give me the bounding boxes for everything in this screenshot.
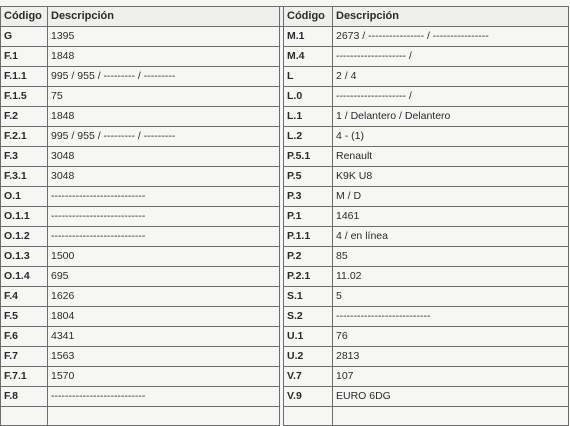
left-desc-cell: 1848 xyxy=(48,47,280,67)
left-code-cell: O.1.2 xyxy=(1,227,48,247)
right-desc-cell: K9K U8 xyxy=(333,167,569,187)
left-code-cell: O.1.1 xyxy=(1,207,48,227)
right-code-cell: V.7 xyxy=(284,367,333,387)
right-code-cell: P.2.1 xyxy=(284,267,333,287)
left-code-cell: O.1 xyxy=(1,187,48,207)
table-row xyxy=(1,67,569,87)
right-desc-cell: 1 / Delantero / Delantero xyxy=(333,107,569,127)
left-code-cell: F.3.1 xyxy=(1,167,48,187)
right-code-cell: U.1 xyxy=(284,327,333,347)
empty-cell xyxy=(333,407,569,426)
left-code-cell: O.1.3 xyxy=(1,247,48,267)
right-desc-cell: --------------------------- xyxy=(333,307,569,327)
table-row xyxy=(1,227,569,247)
right-code-cell: M.1 xyxy=(284,27,333,47)
right-code-cell: P.1 xyxy=(284,207,333,227)
left-code-cell: F.1.5 xyxy=(1,87,48,107)
left-code-cell: F.8 xyxy=(1,387,48,407)
right-desc-cell: 2 / 4 xyxy=(333,67,569,87)
right-code-cell: S.1 xyxy=(284,287,333,307)
table-row xyxy=(1,247,569,267)
table-row xyxy=(1,147,569,167)
right-desc-cell: 11.02 xyxy=(333,267,569,287)
left-code-cell: F.1 xyxy=(1,47,48,67)
right-code-cell: U.2 xyxy=(284,347,333,367)
right-desc-cell: 5 xyxy=(333,287,569,307)
right-desc-cell: EURO 6DG xyxy=(333,387,569,407)
left-desc-cell: --------------------------- xyxy=(48,387,280,407)
right-desc-cell: -------------------- / xyxy=(333,47,569,67)
header-code-right: Código xyxy=(284,7,333,27)
right-desc-cell: 76 xyxy=(333,327,569,347)
left-desc-cell: 1848 xyxy=(48,107,280,127)
empty-cell xyxy=(1,407,48,426)
right-code-cell: L.2 xyxy=(284,127,333,147)
right-code-cell: V.9 xyxy=(284,387,333,407)
left-desc-cell: 3048 xyxy=(48,147,280,167)
left-code-cell: F.3 xyxy=(1,147,48,167)
table-row xyxy=(1,367,569,387)
left-code-cell: F.2 xyxy=(1,107,48,127)
right-desc-cell: 107 xyxy=(333,367,569,387)
left-code-cell: F.5 xyxy=(1,307,48,327)
right-desc-cell: 85 xyxy=(333,247,569,267)
right-desc-cell: 4 - (1) xyxy=(333,127,569,147)
left-desc-cell: --------------------------- xyxy=(48,227,280,247)
left-desc-cell: 1626 xyxy=(48,287,280,307)
vehicle-code-table xyxy=(0,6,569,426)
header-desc-right: Descripción xyxy=(333,7,569,27)
table-row xyxy=(1,167,569,187)
left-code-cell: O.1.4 xyxy=(1,267,48,287)
right-code-cell: S.2 xyxy=(284,307,333,327)
left-desc-cell: 1395 xyxy=(48,27,280,47)
table-row xyxy=(1,287,569,307)
right-desc-cell: Renault xyxy=(333,147,569,167)
right-code-cell: L.1 xyxy=(284,107,333,127)
left-desc-cell: --------------------------- xyxy=(48,207,280,227)
table-row xyxy=(1,107,569,127)
right-code-cell: M.4 xyxy=(284,47,333,67)
table-body xyxy=(1,27,569,426)
table-row xyxy=(1,27,569,47)
right-desc-cell: -------------------- / xyxy=(333,87,569,107)
table-row xyxy=(1,387,569,407)
table-row xyxy=(1,307,569,327)
left-desc-cell: 695 xyxy=(48,267,280,287)
right-code-cell: L xyxy=(284,67,333,87)
left-code-cell: F.7 xyxy=(1,347,48,367)
table-row xyxy=(1,47,569,67)
left-code-cell: F.2.1 xyxy=(1,127,48,147)
right-code-cell: P.1.1 xyxy=(284,227,333,247)
left-code-cell: F.6 xyxy=(1,327,48,347)
header-desc-left: Descripción xyxy=(48,7,280,27)
table-row xyxy=(1,187,569,207)
left-code-cell: G xyxy=(1,27,48,47)
left-desc-cell: 995 / 955 / --------- / --------- xyxy=(48,67,280,87)
right-code-cell: P.2 xyxy=(284,247,333,267)
right-desc-cell: 2673 / ---------------- / ---------------- xyxy=(333,27,569,47)
header-code-left: Código xyxy=(1,7,48,27)
right-desc-cell: 4 / en línea xyxy=(333,227,569,247)
right-code-cell: L.0 xyxy=(284,87,333,107)
left-code-cell: F.1.1 xyxy=(1,67,48,87)
left-desc-cell: 995 / 955 / --------- / --------- xyxy=(48,127,280,147)
left-desc-cell: 4341 xyxy=(48,327,280,347)
table-row xyxy=(1,87,569,107)
right-desc-cell: 2813 xyxy=(333,347,569,367)
left-desc-cell: 1563 xyxy=(48,347,280,367)
table-row xyxy=(1,327,569,347)
right-code-cell: P.3 xyxy=(284,187,333,207)
left-code-cell: F.7.1 xyxy=(1,367,48,387)
right-desc-cell: M / D xyxy=(333,187,569,207)
left-code-cell: F.4 xyxy=(1,287,48,307)
table-header-row xyxy=(1,7,569,27)
right-code-cell: P.5.1 xyxy=(284,147,333,167)
table-row xyxy=(1,267,569,287)
empty-cell xyxy=(48,407,280,426)
left-desc-cell: 75 xyxy=(48,87,280,107)
table-row xyxy=(1,207,569,227)
left-desc-cell: --------------------------- xyxy=(48,187,280,207)
left-desc-cell: 3048 xyxy=(48,167,280,187)
left-desc-cell: 1804 xyxy=(48,307,280,327)
left-desc-cell: 1570 xyxy=(48,367,280,387)
empty-cell xyxy=(284,407,333,426)
right-code-cell: P.5 xyxy=(284,167,333,187)
left-desc-cell: 1500 xyxy=(48,247,280,267)
right-desc-cell: 1461 xyxy=(333,207,569,227)
table-row xyxy=(1,127,569,147)
table-row xyxy=(1,347,569,367)
empty-table-row xyxy=(1,407,569,426)
